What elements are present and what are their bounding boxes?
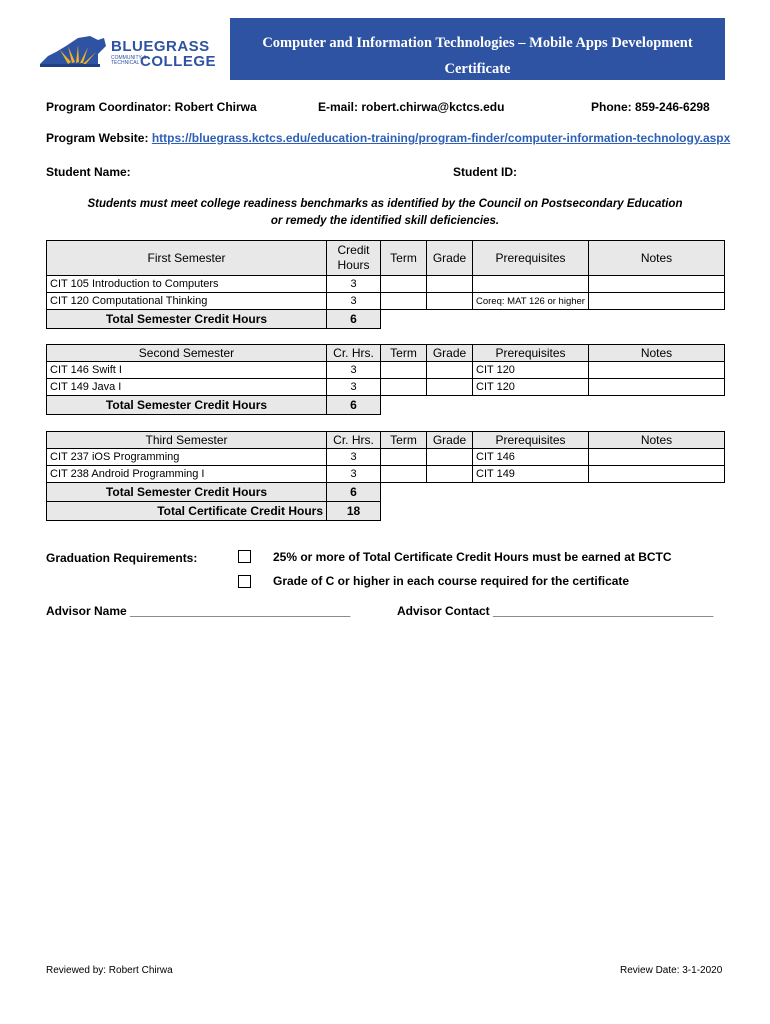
credit-hours-header: Credit Hours (327, 241, 381, 276)
grade-header: Grade (427, 345, 473, 362)
total-hours: 6 (327, 483, 381, 502)
notes-cell[interactable] (589, 466, 725, 483)
website-label: Program Website: (46, 131, 149, 145)
grade-header: Grade (427, 241, 473, 276)
course-name: CIT 146 Swift I (47, 362, 327, 379)
term-cell[interactable] (381, 466, 427, 483)
prerequisites-header: Prerequisites (473, 432, 589, 449)
review-date: Review Date: 3-1-2020 (620, 965, 723, 976)
course-hours: 3 (327, 362, 381, 379)
term-cell[interactable] (381, 276, 427, 293)
program-subtitle: Certificate (444, 61, 511, 77)
table-row (47, 276, 725, 293)
table-header-row (47, 345, 725, 362)
total-label: Total Semester Credit Hours (47, 483, 327, 502)
certificate-total-label: Total Certificate Credit Hours (47, 502, 327, 521)
program-coordinator: Program Coordinator: Robert Chirwa (46, 100, 257, 114)
grade-cell[interactable] (427, 379, 473, 396)
logo-wordmark-top: BLUEGRASS (111, 38, 210, 55)
first-semester-table (46, 240, 725, 329)
total-row (47, 483, 725, 502)
prereq-cell: CIT 120 (473, 379, 589, 396)
college-logo (38, 34, 217, 76)
credit-hours-header: Cr. Hrs. (327, 432, 381, 449)
requirement-2-text: Grade of C or higher in each course required for the certificate (273, 574, 630, 588)
course-hours: 3 (327, 449, 381, 466)
advisor-contact-label: Advisor Contact (397, 604, 490, 618)
prereq-cell: CIT 120 (473, 362, 589, 379)
requirement-1-checkbox[interactable] (238, 550, 251, 563)
term-cell[interactable] (381, 362, 427, 379)
grade-cell[interactable] (427, 466, 473, 483)
logo-community-text: COMMUNITY & TECHNICAL (111, 55, 147, 66)
course-name: CIT 105 Introduction to Computers (47, 276, 327, 293)
grade-cell[interactable] (427, 276, 473, 293)
prereq-cell: CIT 146 (473, 449, 589, 466)
semester-title: First Semester (47, 241, 327, 276)
notes-header: Notes (589, 345, 725, 362)
grade-cell[interactable] (427, 449, 473, 466)
total-row (47, 310, 725, 329)
course-hours: 3 (327, 379, 381, 396)
semester-title: Third Semester (47, 432, 327, 449)
grade-cell[interactable] (427, 293, 473, 310)
table-row (47, 293, 725, 310)
term-header: Term (381, 241, 427, 276)
prerequisites-header: Prerequisites (473, 241, 589, 276)
total-label: Total Semester Credit Hours (47, 396, 327, 415)
student-id-label: Student ID: (453, 165, 517, 179)
prereq-cell (473, 276, 589, 293)
total-hours: 6 (327, 396, 381, 415)
semester-title: Second Semester (47, 345, 327, 362)
total-row (47, 396, 725, 415)
certificate-total-row (47, 502, 725, 521)
credit-hours-header: Cr. Hrs. (327, 345, 381, 362)
readiness-note: Students must meet college readiness benchmarks as identified by the Council on Postsecondary Education or remedy the identified skill deficiencies. (87, 198, 683, 227)
grade-cell[interactable] (427, 362, 473, 379)
program-title-banner (230, 18, 725, 80)
program-website (46, 131, 730, 145)
notes-header: Notes (589, 432, 725, 449)
advisor-name-line[interactable]: _________________________________ (130, 604, 351, 618)
table-header-row (47, 432, 725, 449)
table-row (47, 449, 725, 466)
reviewed-by: Reviewed by: Robert Chirwa (46, 965, 173, 976)
notes-cell[interactable] (589, 362, 725, 379)
certificate-total-hours: 18 (327, 502, 381, 521)
course-name: CIT 120 Computational Thinking (47, 293, 327, 310)
website-link[interactable]: https://bluegrass.kctcs.edu/education-training/program-finder/computer-information-technology.aspx (151, 131, 731, 145)
total-hours: 6 (327, 310, 381, 329)
third-semester-table (46, 431, 725, 521)
course-name: CIT 149 Java I (47, 379, 327, 396)
course-name: CIT 238 Android Programming I (47, 466, 327, 483)
requirement-1-text: 25% or more of Total Certificate Credit Hours must be earned at BCTC (273, 550, 672, 564)
grade-header: Grade (427, 432, 473, 449)
table-row (47, 362, 725, 379)
table-header-row (47, 241, 725, 276)
prereq-cell: Coreq: MAT 126 or higher (473, 293, 589, 310)
coordinator-phone: Phone: 859-246-6298 (591, 100, 710, 114)
advisor-contact-line[interactable]: _________________________________ (493, 604, 714, 618)
notes-cell[interactable] (589, 276, 725, 293)
notes-cell[interactable] (589, 293, 725, 310)
course-name: CIT 237 iOS Programming (47, 449, 327, 466)
notes-cell[interactable] (589, 379, 725, 396)
advisor-name-label: Advisor Name (46, 604, 127, 618)
student-name-label: Student Name: (46, 165, 131, 179)
logo-wordmark-bottom: COLLEGE (140, 53, 217, 70)
term-cell[interactable] (381, 449, 427, 466)
course-hours: 3 (327, 466, 381, 483)
notes-cell[interactable] (589, 449, 725, 466)
prerequisites-header: Prerequisites (473, 345, 589, 362)
program-title: Computer and Information Technologies – Mobile Apps Development (262, 35, 693, 51)
total-label: Total Semester Credit Hours (47, 310, 327, 329)
course-hours: 3 (327, 276, 381, 293)
advisor-contact-field (397, 604, 713, 618)
course-hours: 3 (327, 293, 381, 310)
requirement-2-checkbox[interactable] (238, 575, 251, 588)
term-cell[interactable] (381, 379, 427, 396)
advisor-name-field (46, 604, 350, 618)
term-header: Term (381, 345, 427, 362)
second-semester-table (46, 344, 725, 415)
graduation-requirements-label: Graduation Requirements: (46, 551, 198, 565)
term-cell[interactable] (381, 293, 427, 310)
table-row (47, 379, 725, 396)
table-row (47, 466, 725, 483)
term-header: Term (381, 432, 427, 449)
coordinator-email: E-mail: robert.chirwa@kctcs.edu (318, 100, 505, 114)
prereq-cell: CIT 149 (473, 466, 589, 483)
notes-header: Notes (589, 241, 725, 276)
